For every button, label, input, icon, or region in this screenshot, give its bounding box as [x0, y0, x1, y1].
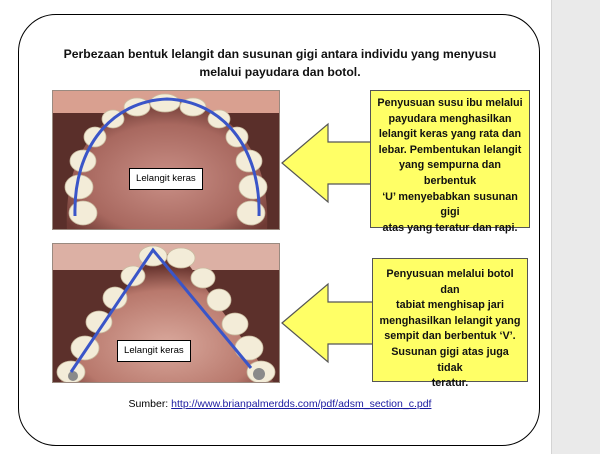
bottom-callout-line-4: sempit dan berbentuk ‘V’. [384, 330, 516, 343]
source-link[interactable]: http://www.brianpalmerdds.com/pdf/adsm_section_c.pdf [171, 398, 432, 410]
top-left-arrow [280, 122, 380, 204]
bottom-callout-line-5: Susunan gigi atas juga tidak [391, 345, 509, 374]
top-callout-line-3: lelangit keras yang rata dan [378, 128, 522, 141]
top-hard-palate-label: Lelangit keras [129, 168, 203, 190]
top-callout-line-2: payudara menghasilkan [388, 112, 512, 125]
top-callout-line-7: atas yang teratur dan rapi. [382, 221, 518, 234]
bottom-callout-line-1: Penyusuan melalui botol dan [386, 268, 514, 296]
v-palate-photo [52, 243, 280, 383]
bottom-left-arrow [280, 282, 380, 364]
top-callout-line-5: yang sempurna dan berbentuk [399, 159, 501, 187]
bottom-callout [372, 258, 528, 390]
source-citation [28, 398, 532, 410]
slide-title [28, 45, 532, 81]
top-callout-line-4: lebar. Pembentukan lelangit [378, 143, 522, 156]
bottom-callout-line-3: menghasilkan lelangit yang [379, 314, 521, 327]
bottom-callout-line-2: tabiat menghisap jari [396, 299, 504, 312]
side-strip [551, 0, 600, 454]
title-line-2: melalui payudara dan botol. [199, 65, 361, 79]
top-callout-line-1: Penyusuan susu ibu melalui [377, 97, 523, 109]
bottom-hard-palate-label: Lelangit keras [117, 340, 191, 362]
u-palate-photo [52, 90, 280, 230]
source-prefix: Sumber: [128, 398, 172, 410]
top-callout-line-6: ‘U’ menyebabkan susunan gigi [382, 190, 518, 219]
bottom-callout-line-6: teratur. [431, 377, 469, 390]
top-callout [370, 90, 530, 234]
title-line-1: Perbezaan bentuk lelangit dan susunan gigi antara individu yang menyusu [63, 47, 497, 61]
